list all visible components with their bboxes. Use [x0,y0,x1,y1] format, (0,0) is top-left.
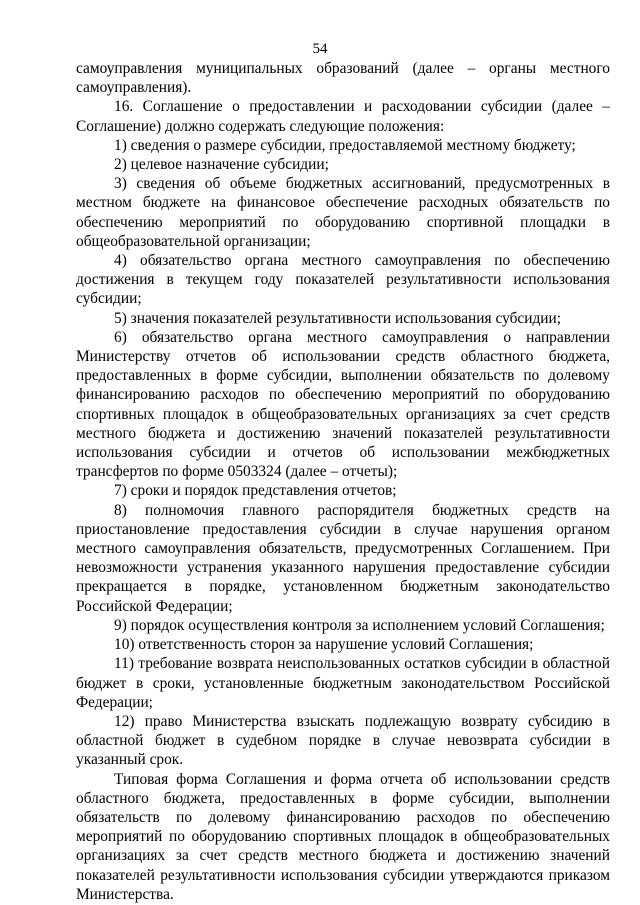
paragraph-clause-16: 16. Соглашение о предоставлении и расходовании субсидии (далее – Соглашение) должно содержать следующие положения: [76,98,610,135]
list-item-1: 1) сведения о размере субсидии, предоставляемой местному бюджету; [114,136,576,154]
list-item-3: 3) сведения об объеме бюджетных ассигнований, предусмотренных в местном бюджете на финансовое обеспечение расходных обязательств по обеспечению мероприятий по оборудованию спортивной площадки в общеобразовательной организации; [76,175,610,250]
list-item-8: 8) полномочия главного распорядителя бюджетных средств на приостановление предоставления субсидии в случае нарушения органом местного самоуправления обязательств, предусмотренных Соглашением. При невозможности устранения указанного нарушения предоставление субсидии прекращается в порядке, установленном бюджетным законодательство Российской Федерации; [76,501,610,615]
list-item-4: 4) обязательство органа местного самоуправления по обеспечению достижения в текущем году показателей результативности использования субсидии; [76,252,610,308]
list-item-7: 7) сроки и порядок представления отчетов; [114,482,397,500]
paragraph-continuation: самоуправления муниципальных образований (далее – органы местного самоуправления). [76,60,610,97]
list-item-9: 9) порядок осуществления контроля за исполнением условий Соглашения; [114,616,605,634]
document-body [76,59,610,904]
list-item-11: 11) требование возврата неиспользованных остатков субсидии в областной бюджет в сроки, установленные бюджетным законодательством Российской Федерации; [76,655,610,711]
list-item-6: 6) обязательство органа местного самоуправления о направлении Министерству отчетов об использовании средств областного бюджета, предоставленных в форме субсидии, выполнении обязательств по долевому финансированию расходов по обеспечению мероприятий по оборудованию спортивных площадок в общеобразовательных организациях за счет средств местного бюджета и достижению значений показателей результативности использования субсидии и отчетов об использовании межбюджетных трансфертов по форме 0503324 (далее – отчеты); [76,328,610,481]
page-number: 54 [312,41,328,57]
list-item-10: 10) ответственность сторон за нарушение условий Соглашения; [114,636,534,654]
list-item-12: 12) право Министерства взыскать подлежащую возврату субсидию в областной бюджет в судебном порядке в случае невозврата субсидии в указанный срок. [76,712,610,769]
list-item-2: 2) целевое назначение субсидии; [114,156,329,174]
paragraph-typical-form: Типовая форма Соглашения и форма отчета об использовании средств областного бюджета, предоставленных в форме субсидии, выполнении обязательств по долевому финансированию расходов по обеспечению мероприятий по оборудованию спортивных площадок в общеобразовательных организациях за счет средств местного бюджета и достижению значений показателей результативности использования субсидии утверждаются приказом Министерства. [76,770,610,903]
list-item-5: 5) значения показателей результативности использования субсидии; [114,309,562,327]
